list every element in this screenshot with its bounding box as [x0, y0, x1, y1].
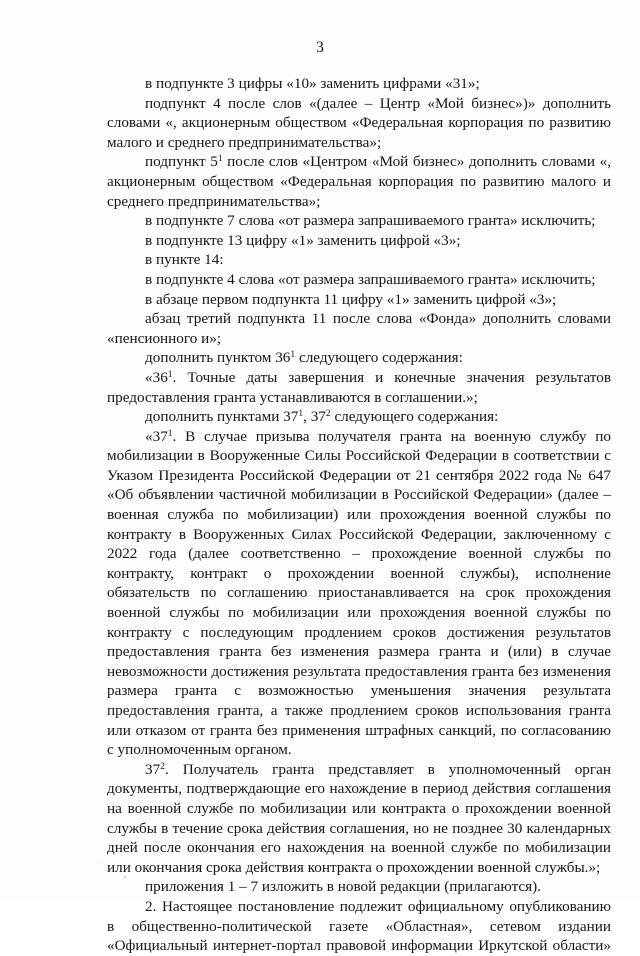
paragraph-text: . Получатель гранта представляет в уполномоченный орган документы, подтверждающие его нахождение в период действия соглашения на военной службе по мобилизации или контракта о прохождении военной службы в течение срока действия соглашения, но не позднее 30 календарных дней после окончания его нахождения на военной службе по мобилизации или окончания срока действия контракта о прохождении военной службы.»;	[107, 760, 611, 876]
paragraph	[107, 94, 611, 153]
paragraph-text: 2. Настоящее постановление подлежит официальному опубликованию в общественно-политической газете «Областная», сетевом издании «Официальный интернет-портал правовой информации Иркутской области»	[107, 897, 611, 955]
scan-speck	[100, 862, 101, 863]
paragraph	[107, 152, 611, 211]
superscript-index: 1	[217, 154, 223, 165]
paragraph-text: следующего содержания:	[330, 408, 499, 426]
paragraph-text: после слов «Центром «Мой бизнес» дополнить словами «, акционерным обществом «Федеральная корпорация по развитию малого и среднего предпринимательства»;	[107, 153, 611, 210]
paragraph-text: 37	[145, 760, 161, 778]
paragraph-text: в пункте 14:	[145, 251, 224, 269]
superscript-index: 1	[167, 369, 173, 380]
paragraph	[107, 231, 611, 251]
page-number: 3	[316, 39, 324, 56]
paragraph	[107, 760, 611, 878]
paragraph	[107, 74, 611, 94]
paragraph-text: подпункт 4 после слов «(далее – Центр «Мой бизнес»)» дополнить словами «, акционерным обществом «Федеральная корпорация по развитию малого и среднего предпринимательства»;	[107, 94, 611, 151]
paragraph	[107, 407, 611, 427]
paragraph-text: «36	[145, 368, 168, 386]
paragraph-text: «37	[145, 427, 168, 445]
paragraph-text: абзац третий подпункта 11 после слова «Фонда» дополнить словами «пенсионного и»;	[107, 310, 611, 347]
paragraph	[107, 348, 611, 368]
document-body	[107, 74, 611, 956]
paragraph-text: . Точные даты завершения и конечные значения результатов предоставления гранта устанавливаются в соглашении.»;	[107, 368, 611, 406]
paragraph	[107, 250, 611, 270]
paragraph-text: в подпункте 7 слова «от размера запрашиваемого гранта» исключить;	[145, 212, 596, 230]
paragraph	[107, 427, 611, 760]
superscript-index: 2	[325, 409, 331, 420]
paragraph-text: в подпункте 4 слова «от размера запрашиваемого гранта» исключить;	[145, 270, 596, 288]
paragraph-text: в абзаце первом подпункта 11 цифру «1» заменить цифрой «3»;	[145, 290, 557, 308]
paragraph	[107, 270, 611, 290]
superscript-index: 1	[290, 350, 296, 361]
paragraph-text: . В случае призыва получателя гранта на военную службу по мобилизации в Вооруженные Силы Российской Федерации в соответствии с Указом Президента Российской Федерации от 21 сентября 2022 года № 647 «Об объявлении частичной мобилизации в Российской Федерации» (далее – военная служба по мобилизации) или прохождения военной службы по контракту в Вооруженных Силах Российской Федерации, заключенному с 2022 года (далее соответственно – прохождение военной службы по контракту, контракт о прохождении военной службы), исполнение обязательств по соглашению приостанавливается на срок прохождения военной службы по мобилизации или прохождения военной службы по контракту с последующим продлением сроков достижения результатов предоставления гранта без изменения размера гранта и (или) в случае невозможности достижения результата предоставления гранта без изменения размера гранта с возможностью уменьшения значения результата предоставления гранта, а также продлением сроков использования гранта или отказом от гранта без применения штрафных санкций, по согласованию с уполномоченным органом.	[107, 427, 611, 759]
paragraph	[107, 877, 611, 897]
paragraph-text: в подпункте 3 цифры «10» заменить цифрами «31»;	[145, 75, 480, 92]
paragraph	[107, 368, 611, 407]
paragraph	[107, 897, 611, 956]
paragraph	[107, 211, 611, 231]
paragraph-text: следующего содержания:	[295, 349, 463, 367]
paragraph-text: в подпункте 13 цифру «1» заменить цифрой «3»;	[145, 231, 461, 249]
superscript-index: 2	[160, 761, 165, 772]
paragraph-text: , 37	[303, 408, 326, 426]
superscript-index: 1	[298, 409, 304, 420]
superscript-index: 1	[167, 428, 173, 439]
paragraph-text: дополнить пунктом 36	[145, 349, 291, 367]
paragraph	[107, 290, 611, 310]
paragraph	[107, 309, 611, 348]
paragraph-text: дополнить пунктами 37	[145, 408, 299, 426]
paragraph-text: подпункт 5	[145, 153, 218, 171]
scan-speck	[124, 876, 126, 878]
paragraph-text: приложения 1 – 7 изложить в новой редакции (прилагаются).	[145, 878, 541, 896]
